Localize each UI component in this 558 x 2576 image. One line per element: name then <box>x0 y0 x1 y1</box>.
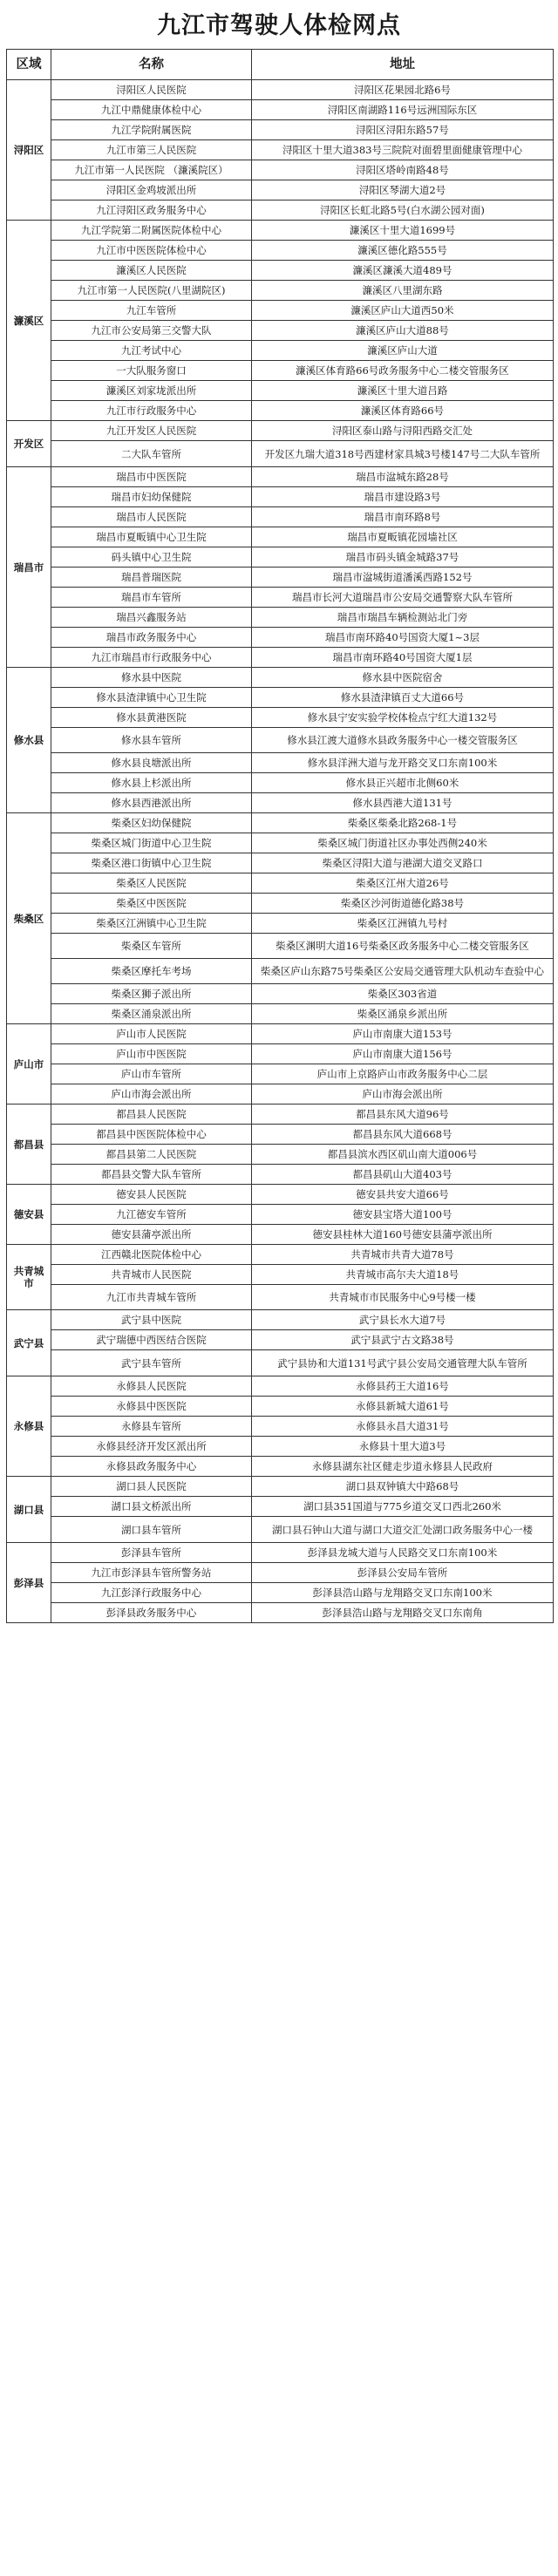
site-name-cell: 彭泽县政务服务中心 <box>51 1603 252 1623</box>
site-name-cell: 修水县渣津镇中心卫生院 <box>51 688 252 708</box>
site-name-cell: 瑞昌普瑞医院 <box>51 568 252 588</box>
site-address-cell: 瑞昌市南环路40号国资大厦1~3层 <box>252 628 554 648</box>
table-row <box>7 894 554 914</box>
district-cell: 濂溪区 <box>7 221 51 421</box>
district-cell: 彭泽县 <box>7 1543 51 1623</box>
district-cell: 永修县 <box>7 1376 51 1477</box>
site-name-cell: 柴桑区车管所 <box>51 934 252 959</box>
site-address-cell: 柴桑区柴桑北路268-1号 <box>252 813 554 833</box>
site-name-cell: 柴桑区港口街镇中心卫生院 <box>51 853 252 873</box>
site-name-cell: 庐山市人民医院 <box>51 1024 252 1044</box>
site-address-cell: 浔阳区泰山路与浔阳西路交汇处 <box>252 421 554 441</box>
table-row <box>7 281 554 301</box>
table-row <box>7 1044 554 1064</box>
site-address-cell: 庐山市南康大道156号 <box>252 1044 554 1064</box>
site-name-cell: 柴桑区城门街道中心卫生院 <box>51 833 252 853</box>
site-name-cell: 九江市行政服务中心 <box>51 401 252 421</box>
site-name-cell: 九江彭泽行政服务中心 <box>51 1583 252 1603</box>
header-address: 地址 <box>252 50 554 80</box>
site-name-cell: 德安县人民医院 <box>51 1185 252 1205</box>
site-address-cell: 永修县永昌大道31号 <box>252 1417 554 1437</box>
site-name-cell: 柴桑区狮子派出所 <box>51 984 252 1004</box>
site-address-cell: 濂溪区庐山大道 <box>252 341 554 361</box>
site-address-cell: 永修县湖东社区健走步道永修县人民政府 <box>252 1457 554 1477</box>
site-address-cell: 共青城市共青大道78号 <box>252 1245 554 1265</box>
table-row <box>7 568 554 588</box>
site-address-cell: 修水县正兴超市北侧60米 <box>252 773 554 793</box>
site-address-cell: 开发区九瑞大道318号西建材家具城3号楼147号二大队车管所 <box>252 441 554 467</box>
site-name-cell: 彭泽县车管所 <box>51 1543 252 1563</box>
site-name-cell: 柴桑区中医医院 <box>51 894 252 914</box>
table-row <box>7 261 554 281</box>
site-address-cell: 庐山市海会派出所 <box>252 1084 554 1104</box>
table-row <box>7 1024 554 1044</box>
site-address-cell: 都昌县东风大道96号 <box>252 1104 554 1125</box>
site-address-cell: 柴桑区浔阳大道与港湖大道交叉路口 <box>252 853 554 873</box>
site-address-cell: 浔阳区琴湖大道2号 <box>252 180 554 201</box>
table-row <box>7 401 554 421</box>
site-name-cell: 修水县中医院 <box>51 668 252 688</box>
checkup-sites-table <box>6 49 554 1623</box>
site-address-cell: 修水县江渡大道修水县政务服务中心一楼交管服务区 <box>252 728 554 753</box>
site-address-cell: 濂溪区体育路66号政务服务中心二楼交管服务区 <box>252 361 554 381</box>
site-name-cell: 九江市中医医院体检中心 <box>51 241 252 261</box>
site-address-cell: 都昌县滨水西区矶山南大道006号 <box>252 1145 554 1165</box>
site-name-cell: 共青城市人民医院 <box>51 1265 252 1285</box>
table-row <box>7 1165 554 1185</box>
site-address-cell: 濂溪区体育路66号 <box>252 401 554 421</box>
site-name-cell: 九江考试中心 <box>51 341 252 361</box>
site-name-cell: 都昌县中医医院体检中心 <box>51 1125 252 1145</box>
table-row <box>7 140 554 160</box>
table-row <box>7 648 554 668</box>
site-name-cell: 湖口县车管所 <box>51 1517 252 1543</box>
site-name-cell: 修水县西港派出所 <box>51 793 252 813</box>
site-address-cell: 浔阳区塔岭南路48号 <box>252 160 554 180</box>
site-address-cell: 武宁县协和大道131号武宁县公安局交通管理大队车管所 <box>252 1350 554 1376</box>
site-address-cell: 浔阳区花果园北路6号 <box>252 80 554 100</box>
site-name-cell: 九江市共青城车管所 <box>51 1285 252 1310</box>
site-address-cell: 瑞昌市建设路3号 <box>252 487 554 507</box>
table-row <box>7 1417 554 1437</box>
table-row <box>7 1477 554 1497</box>
table-row <box>7 1265 554 1285</box>
site-name-cell: 码头镇中心卫生院 <box>51 547 252 568</box>
site-name-cell: 柴桑区涌泉派出所 <box>51 1004 252 1024</box>
site-address-cell: 德安县桂林大道160号德安县蒲亭派出所 <box>252 1225 554 1245</box>
site-name-cell: 浔阳区金鸡坡派出所 <box>51 180 252 201</box>
site-address-cell: 濂溪区十里大道1699号 <box>252 221 554 241</box>
district-cell: 瑞昌市 <box>7 467 51 668</box>
table-row <box>7 1376 554 1397</box>
site-name-cell: 瑞昌兴鑫服务站 <box>51 608 252 628</box>
table-row <box>7 934 554 959</box>
table-row <box>7 1004 554 1024</box>
site-name-cell: 武宁瑞德中西医结合医院 <box>51 1330 252 1350</box>
site-name-cell: 瑞昌市中医医院 <box>51 467 252 487</box>
table-row <box>7 341 554 361</box>
table-row <box>7 1064 554 1084</box>
table-row <box>7 773 554 793</box>
site-name-cell: 庐山市车管所 <box>51 1064 252 1084</box>
district-cell: 共青城市 <box>7 1245 51 1310</box>
site-name-cell: 瑞昌市人民医院 <box>51 507 252 527</box>
site-name-cell: 瑞昌市政务服务中心 <box>51 628 252 648</box>
site-name-cell: 都昌县人民医院 <box>51 1104 252 1125</box>
site-address-cell: 浔阳区南湖路116号远洲国际东区 <box>252 100 554 120</box>
district-cell: 柴桑区 <box>7 813 51 1024</box>
table-row <box>7 668 554 688</box>
table-row <box>7 441 554 467</box>
table-row <box>7 1497 554 1517</box>
site-address-cell: 濂溪区庐山大道西50米 <box>252 301 554 321</box>
site-name-cell: 九江中鼎健康体检中心 <box>51 100 252 120</box>
site-name-cell: 修水县黄港医院 <box>51 708 252 728</box>
site-address-cell: 共青城市高尔夫大道18号 <box>252 1265 554 1285</box>
table-row <box>7 914 554 934</box>
table-row <box>7 80 554 100</box>
site-name-cell: 柴桑区人民医院 <box>51 873 252 894</box>
site-name-cell: 都昌县交警大队车管所 <box>51 1165 252 1185</box>
site-name-cell: 瑞昌市夏畈镇中心卫生院 <box>51 527 252 547</box>
table-row <box>7 813 554 833</box>
table-row <box>7 1603 554 1623</box>
table-row <box>7 1330 554 1350</box>
site-name-cell: 修水县车管所 <box>51 728 252 753</box>
table-row <box>7 728 554 753</box>
site-address-cell: 浔阳区浔阳东路57号 <box>252 120 554 140</box>
site-address-cell: 瑞昌市长河大道瑞昌市公安局交通警察大队车管所 <box>252 588 554 608</box>
site-name-cell: 永修县经济开发区派出所 <box>51 1437 252 1457</box>
table-row <box>7 608 554 628</box>
site-name-cell: 都昌县第二人民医院 <box>51 1145 252 1165</box>
site-address-cell: 濂溪区十里大道吕路 <box>252 381 554 401</box>
site-name-cell: 湖口县文桥派出所 <box>51 1497 252 1517</box>
site-name-cell: 庐山市海会派出所 <box>51 1084 252 1104</box>
table-row <box>7 1397 554 1417</box>
site-name-cell: 九江市瑞昌市行政服务中心 <box>51 648 252 668</box>
site-address-cell: 柴桑区涌泉乡派出所 <box>252 1004 554 1024</box>
table-row <box>7 321 554 341</box>
table-row <box>7 688 554 708</box>
site-name-cell: 九江市彭泽县车管所警务站 <box>51 1563 252 1583</box>
site-name-cell: 德安县蒲亭派出所 <box>51 1225 252 1245</box>
table-row <box>7 959 554 984</box>
site-address-cell: 濂溪区濂溪大道489号 <box>252 261 554 281</box>
site-name-cell: 二大队车管所 <box>51 441 252 467</box>
site-address-cell: 瑞昌市瑞昌车辆检测站北门旁 <box>252 608 554 628</box>
table-row <box>7 1205 554 1225</box>
site-address-cell: 德安县共安大道66号 <box>252 1185 554 1205</box>
site-name-cell: 九江德安车管所 <box>51 1205 252 1225</box>
site-name-cell: 九江开发区人民医院 <box>51 421 252 441</box>
table-row <box>7 421 554 441</box>
table-row <box>7 1285 554 1310</box>
site-address-cell: 都昌县东风大道668号 <box>252 1125 554 1145</box>
site-name-cell: 瑞昌市车管所 <box>51 588 252 608</box>
site-name-cell: 修水县上杉派出所 <box>51 773 252 793</box>
site-name-cell: 柴桑区妇幼保健院 <box>51 813 252 833</box>
site-address-cell: 都昌县矶山大道403号 <box>252 1165 554 1185</box>
table-row <box>7 833 554 853</box>
site-address-cell: 浔阳区长虹北路5号(白水湖公园对面) <box>252 201 554 221</box>
table-row <box>7 1310 554 1330</box>
table-row <box>7 1457 554 1477</box>
page-title: 九江市驾驶人体检网点 <box>157 12 401 39</box>
table-row <box>7 120 554 140</box>
table-row <box>7 1437 554 1457</box>
site-address-cell: 柴桑区江洲镇九号村 <box>252 914 554 934</box>
table-row <box>7 201 554 221</box>
site-address-cell: 武宁县武宁古文路38号 <box>252 1330 554 1350</box>
table-row <box>7 1125 554 1145</box>
table-row <box>7 241 554 261</box>
site-name-cell: 修水县良塘派出所 <box>51 753 252 773</box>
site-address-cell: 瑞昌市湓城街道潘溪西路152号 <box>252 568 554 588</box>
table-row <box>7 1583 554 1603</box>
table-row <box>7 1145 554 1165</box>
site-address-cell: 德安县宝塔大道100号 <box>252 1205 554 1225</box>
table-row <box>7 1245 554 1265</box>
table-row <box>7 793 554 813</box>
site-address-cell: 濂溪区庐山大道88号 <box>252 321 554 341</box>
table-row <box>7 1543 554 1563</box>
site-name-cell: 柴桑区摩托车考场 <box>51 959 252 984</box>
site-address-cell: 柴桑区庐山东路75号柴桑区公安局交通管理大队机动车查验中心 <box>252 959 554 984</box>
table-row <box>7 507 554 527</box>
site-name-cell: 武宁县车管所 <box>51 1350 252 1376</box>
district-cell: 庐山市 <box>7 1024 51 1104</box>
site-name-cell: 九江学院附属医院 <box>51 120 252 140</box>
site-address-cell: 柴桑区城门街道社区办事处西侧240米 <box>252 833 554 853</box>
table-row <box>7 1517 554 1543</box>
site-address-cell: 庐山市南康大道153号 <box>252 1024 554 1044</box>
site-name-cell: 浔阳区人民医院 <box>51 80 252 100</box>
table-row <box>7 628 554 648</box>
site-address-cell: 柴桑区沙河街道德化路38号 <box>252 894 554 914</box>
site-address-cell: 湖口县石钟山大道与湖口大道交汇处湖口政务服务中心一楼 <box>252 1517 554 1543</box>
site-name-cell: 武宁县中医院 <box>51 1310 252 1330</box>
table-row <box>7 301 554 321</box>
district-cell: 武宁县 <box>7 1310 51 1376</box>
site-address-cell: 柴桑区江州大道26号 <box>252 873 554 894</box>
site-address-cell: 永修县十里大道3号 <box>252 1437 554 1457</box>
site-name-cell: 九江浔阳区政务服务中心 <box>51 201 252 221</box>
district-cell: 湖口县 <box>7 1477 51 1543</box>
site-name-cell: 濂溪区刘家垅派出所 <box>51 381 252 401</box>
table-row <box>7 547 554 568</box>
site-address-cell: 修水县渣津镇百丈大道66号 <box>252 688 554 708</box>
table-row <box>7 1350 554 1376</box>
site-address-cell: 彭泽县公安局车管所 <box>252 1563 554 1583</box>
site-name-cell: 柴桑区江洲镇中心卫生院 <box>51 914 252 934</box>
table-row <box>7 487 554 507</box>
district-cell: 修水县 <box>7 668 51 813</box>
table-row <box>7 1084 554 1104</box>
header-name: 名称 <box>51 50 252 80</box>
site-address-cell: 修水县宁安实验学校体检点宁红大道132号 <box>252 708 554 728</box>
site-name-cell: 九江市公安局第三交警大队 <box>51 321 252 341</box>
site-address-cell: 彭泽县浩山路与龙翔路交叉口东南角 <box>252 1603 554 1623</box>
site-address-cell: 共青城市市民服务中心9号楼一楼 <box>252 1285 554 1310</box>
table-row <box>7 588 554 608</box>
table-row <box>7 467 554 487</box>
site-address-cell: 庐山市上京路庐山市政务服务中心二层 <box>252 1064 554 1084</box>
site-address-cell: 湖口县双钟镇大中路68号 <box>252 1477 554 1497</box>
site-address-cell: 柴桑区渊明大道16号柴桑区政务服务中心二楼交管服务区 <box>252 934 554 959</box>
site-name-cell: 庐山市中医医院 <box>51 1044 252 1064</box>
site-name-cell: 永修县车管所 <box>51 1417 252 1437</box>
table-row <box>7 1225 554 1245</box>
site-name-cell: 永修县政务服务中心 <box>51 1457 252 1477</box>
table-row <box>7 100 554 120</box>
site-address-cell: 彭泽县龙城大道与人民路交叉口东南100米 <box>252 1543 554 1563</box>
site-name-cell: 九江学院第二附属医院体检中心 <box>51 221 252 241</box>
site-address-cell: 瑞昌市码头镇金城路37号 <box>252 547 554 568</box>
site-address-cell: 修水县西港大道131号 <box>252 793 554 813</box>
site-name-cell: 永修县中医医院 <box>51 1397 252 1417</box>
site-name-cell: 湖口县人民医院 <box>51 1477 252 1497</box>
site-address-cell: 瑞昌市湓城东路28号 <box>252 467 554 487</box>
site-address-cell: 浔阳区十里大道383号三院院对面碧里面健康管理中心 <box>252 140 554 160</box>
site-address-cell: 柴桑区303省道 <box>252 984 554 1004</box>
table-row <box>7 1104 554 1125</box>
site-address-cell: 彭泽县浩山路与龙翔路交叉口东南100米 <box>252 1583 554 1603</box>
site-name-cell: 永修县人民医院 <box>51 1376 252 1397</box>
site-name-cell: 一大队服务窗口 <box>51 361 252 381</box>
site-address-cell: 瑞昌市南环路8号 <box>252 507 554 527</box>
district-cell: 浔阳区 <box>7 80 51 221</box>
table-row <box>7 221 554 241</box>
site-name-cell: 九江车管所 <box>51 301 252 321</box>
table-row <box>7 853 554 873</box>
table-header-row <box>7 50 554 80</box>
table-row <box>7 361 554 381</box>
site-address-cell: 永修县新城大道61号 <box>252 1397 554 1417</box>
site-name-cell: 江西赣北医院体检中心 <box>51 1245 252 1265</box>
site-address-cell: 濂溪区德化路555号 <box>252 241 554 261</box>
site-address-cell: 修水县洋洲大道与龙开路交叉口东南100米 <box>252 753 554 773</box>
table-row <box>7 160 554 180</box>
table-row <box>7 873 554 894</box>
site-address-cell: 湖口县351国道与775乡道交叉口西北260米 <box>252 1497 554 1517</box>
table-row <box>7 180 554 201</box>
table-row <box>7 708 554 728</box>
table-row <box>7 381 554 401</box>
site-name-cell: 九江市第三人民医院 <box>51 140 252 160</box>
site-name-cell: 九江市第一人民医院 （濂溪院区） <box>51 160 252 180</box>
site-address-cell: 濂溪区八里湖东路 <box>252 281 554 301</box>
site-name-cell: 九江市第一人民医院(八里湖院区) <box>51 281 252 301</box>
table-body <box>7 80 554 1623</box>
site-address-cell: 瑞昌市南环路40号国资大厦1层 <box>252 648 554 668</box>
district-cell: 开发区 <box>7 421 51 467</box>
table-row <box>7 1563 554 1583</box>
site-name-cell: 濂溪区人民医院 <box>51 261 252 281</box>
table-row <box>7 984 554 1004</box>
district-cell: 德安县 <box>7 1185 51 1245</box>
site-address-cell: 永修县药王大道16号 <box>252 1376 554 1397</box>
table-row <box>7 527 554 547</box>
site-address-cell: 武宁县长水大道7号 <box>252 1310 554 1330</box>
table-row <box>7 1185 554 1205</box>
table-row <box>7 753 554 773</box>
district-cell: 都昌县 <box>7 1104 51 1185</box>
site-address-cell: 修水县中医院宿舍 <box>252 668 554 688</box>
site-name-cell: 瑞昌市妇幼保健院 <box>51 487 252 507</box>
header-district: 区域 <box>7 50 51 80</box>
site-address-cell: 瑞昌市夏畈镇花园墙社区 <box>252 527 554 547</box>
